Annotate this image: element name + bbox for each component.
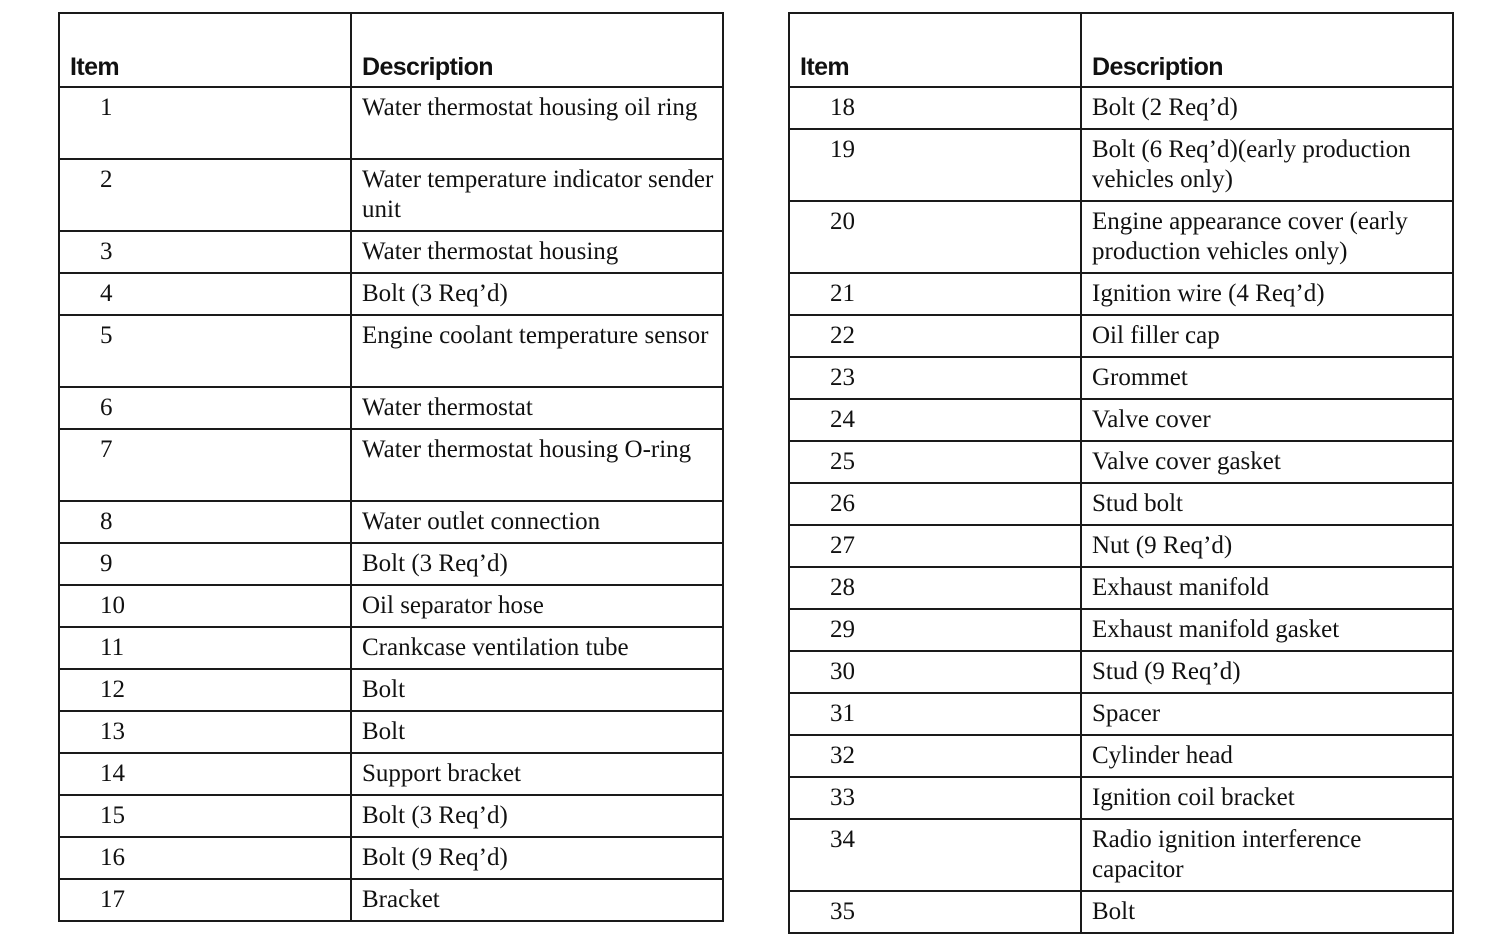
item-number: 12 — [59, 669, 351, 711]
table-row — [789, 567, 1453, 609]
item-description: Engine appearance cover (early production vehicles only) — [1081, 201, 1453, 273]
item-description: Bolt — [351, 711, 723, 753]
item-number: 2 — [59, 159, 351, 231]
parts-table-left — [58, 12, 724, 922]
item-description: Water outlet connection — [351, 501, 723, 543]
item-description: Bolt — [351, 669, 723, 711]
column-header-item: Item — [59, 13, 351, 87]
parts-table-right — [788, 12, 1454, 934]
table-row — [59, 87, 723, 159]
item-number: 29 — [789, 609, 1081, 651]
table-row — [789, 129, 1453, 201]
column-header-description: Description — [351, 13, 723, 87]
item-number: 35 — [789, 891, 1081, 933]
item-number: 16 — [59, 837, 351, 879]
item-description: Bolt (3 Req’d) — [351, 795, 723, 837]
item-description: Oil filler cap — [1081, 315, 1453, 357]
column-header-description: Description — [1081, 13, 1453, 87]
table-row — [789, 651, 1453, 693]
item-number: 27 — [789, 525, 1081, 567]
table-row — [789, 891, 1453, 933]
item-number: 7 — [59, 429, 351, 501]
item-description: Bolt (9 Req’d) — [351, 837, 723, 879]
item-description: Exhaust manifold gasket — [1081, 609, 1453, 651]
item-description: Bolt (3 Req’d) — [351, 273, 723, 315]
item-number: 30 — [789, 651, 1081, 693]
item-number: 1 — [59, 87, 351, 159]
table-row — [59, 711, 723, 753]
item-description: Bolt (6 Req’d)(early production vehicles only) — [1081, 129, 1453, 201]
item-number: 32 — [789, 735, 1081, 777]
item-number: 18 — [789, 87, 1081, 129]
item-number: 28 — [789, 567, 1081, 609]
item-number: 20 — [789, 201, 1081, 273]
table-row — [789, 273, 1453, 315]
item-description: Support bracket — [351, 753, 723, 795]
table-row — [59, 543, 723, 585]
item-number: 3 — [59, 231, 351, 273]
table-row — [59, 795, 723, 837]
item-description: Bracket — [351, 879, 723, 921]
item-description: Water thermostat — [351, 387, 723, 429]
item-description: Ignition coil bracket — [1081, 777, 1453, 819]
item-description: Crankcase ventilation tube — [351, 627, 723, 669]
item-description: Water temperature indicator sender unit — [351, 159, 723, 231]
item-number: 21 — [789, 273, 1081, 315]
table-row — [59, 231, 723, 273]
item-description: Valve cover gasket — [1081, 441, 1453, 483]
item-description: Nut (9 Req’d) — [1081, 525, 1453, 567]
item-number: 8 — [59, 501, 351, 543]
item-description: Ignition wire (4 Req’d) — [1081, 273, 1453, 315]
table-row — [789, 609, 1453, 651]
table-row — [789, 693, 1453, 735]
table-row — [59, 879, 723, 921]
table-row — [789, 201, 1453, 273]
item-number: 33 — [789, 777, 1081, 819]
item-description: Radio ignition interference capacitor — [1081, 819, 1453, 891]
table-row — [789, 819, 1453, 891]
table-row — [789, 357, 1453, 399]
item-description: Spacer — [1081, 693, 1453, 735]
table-row — [59, 315, 723, 387]
table-row — [789, 777, 1453, 819]
table-row — [59, 387, 723, 429]
item-description: Water thermostat housing oil ring — [351, 87, 723, 159]
table-row — [789, 315, 1453, 357]
item-number: 4 — [59, 273, 351, 315]
item-description: Stud bolt — [1081, 483, 1453, 525]
column-header-item: Item — [789, 13, 1081, 87]
item-number: 15 — [59, 795, 351, 837]
table-row — [59, 501, 723, 543]
table-row — [59, 837, 723, 879]
item-description: Water thermostat housing — [351, 231, 723, 273]
item-description: Cylinder head — [1081, 735, 1453, 777]
item-number: 22 — [789, 315, 1081, 357]
item-description: Valve cover — [1081, 399, 1453, 441]
table-row — [59, 753, 723, 795]
table-row — [59, 669, 723, 711]
table-row — [59, 585, 723, 627]
item-number: 5 — [59, 315, 351, 387]
item-number: 34 — [789, 819, 1081, 891]
item-description: Engine coolant temperature sensor — [351, 315, 723, 387]
item-number: 19 — [789, 129, 1081, 201]
table-row — [59, 273, 723, 315]
table-header-row — [789, 13, 1453, 87]
item-number: 11 — [59, 627, 351, 669]
item-number: 17 — [59, 879, 351, 921]
item-description: Bolt (3 Req’d) — [351, 543, 723, 585]
item-description: Grommet — [1081, 357, 1453, 399]
table-row — [789, 441, 1453, 483]
item-description: Bolt (2 Req’d) — [1081, 87, 1453, 129]
table-row — [789, 87, 1453, 129]
item-number: 31 — [789, 693, 1081, 735]
item-number: 24 — [789, 399, 1081, 441]
item-number: 14 — [59, 753, 351, 795]
item-number: 6 — [59, 387, 351, 429]
table-row — [789, 483, 1453, 525]
table-row — [59, 159, 723, 231]
item-description: Oil separator hose — [351, 585, 723, 627]
item-description: Exhaust manifold — [1081, 567, 1453, 609]
table-header-row — [59, 13, 723, 87]
item-number: 23 — [789, 357, 1081, 399]
item-description: Water thermostat housing O-ring — [351, 429, 723, 501]
item-description: Stud (9 Req’d) — [1081, 651, 1453, 693]
item-number: 25 — [789, 441, 1081, 483]
table-row — [59, 429, 723, 501]
item-number: 26 — [789, 483, 1081, 525]
item-description: Bolt — [1081, 891, 1453, 933]
table-row — [59, 627, 723, 669]
table-row — [789, 525, 1453, 567]
table-row — [789, 399, 1453, 441]
item-number: 13 — [59, 711, 351, 753]
item-number: 10 — [59, 585, 351, 627]
item-number: 9 — [59, 543, 351, 585]
table-row — [789, 735, 1453, 777]
